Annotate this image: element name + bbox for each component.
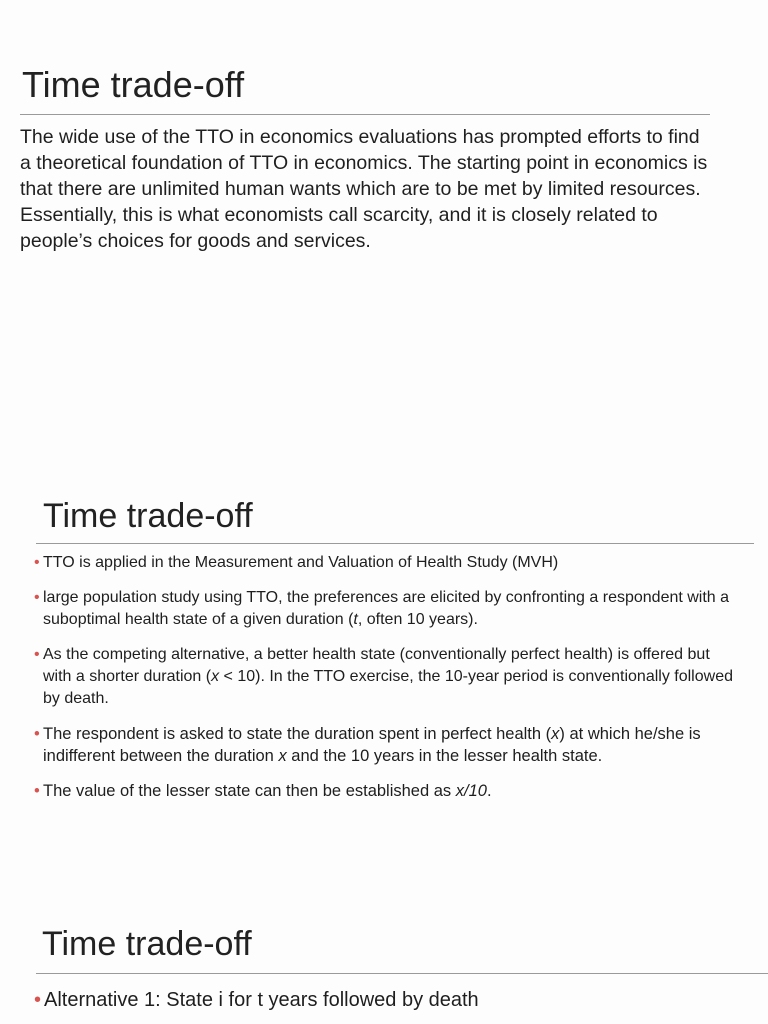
slide-1-title: Time trade-off: [22, 64, 245, 105]
bullet-dot-icon: •: [34, 589, 40, 606]
bullet-dot-icon: •: [34, 989, 42, 1011]
list-item: • The respondent is asked to state the duration spent in perfect health (x) at which he/she is indifferent between the duration x and the 10 years in the lesser health state.: [34, 725, 701, 765]
slide-2-title-rule: [36, 543, 754, 544]
list-item: • Alternative 1: State i for t years followed by death: [34, 986, 754, 1014]
bullet-dot-icon: •: [34, 782, 40, 800]
list-item: • As the competing alternative, a better health state (conventionally perfect health) is offered but with a shorter duration (x < 10). In the TTO exercise, the 10-year period is conventionally followed by death.: [34, 646, 733, 707]
bullet-dot-icon: •: [34, 725, 40, 743]
list-item: • large population study using TTO, the preferences are elicited by confronting a respondent with a suboptimal health state of a given duration (t, often 10 years).: [34, 589, 730, 628]
slide-2-bullet-list: [34, 552, 736, 802]
list-item: • The value of the lesser state can then be established as x/10.: [34, 782, 492, 800]
slide-3-bullet-list: [34, 986, 754, 1014]
slide-1-paragraph: The wide use of the TTO in economics evaluations has prompted efforts to find a theoretical foundation of TTO in economics. The starting point in economics is that there are unlimited human wants which are to be met by limited resources. Essentially, this is what economists call scarcity, and it is closely related to people’s choices for goods and services.: [20, 126, 708, 252]
slide-3-title-rule: [36, 973, 768, 974]
slide-3-title: Time trade-off: [42, 925, 252, 963]
bullet-dot-icon: •: [34, 554, 40, 571]
bullet-dot-icon: •: [34, 646, 40, 663]
list-item: • TTO is applied in the Measurement and Valuation of Health Study (MVH): [34, 552, 736, 574]
slide-2-title: Time trade-off: [43, 497, 253, 535]
slide-1-title-rule: [20, 114, 710, 115]
